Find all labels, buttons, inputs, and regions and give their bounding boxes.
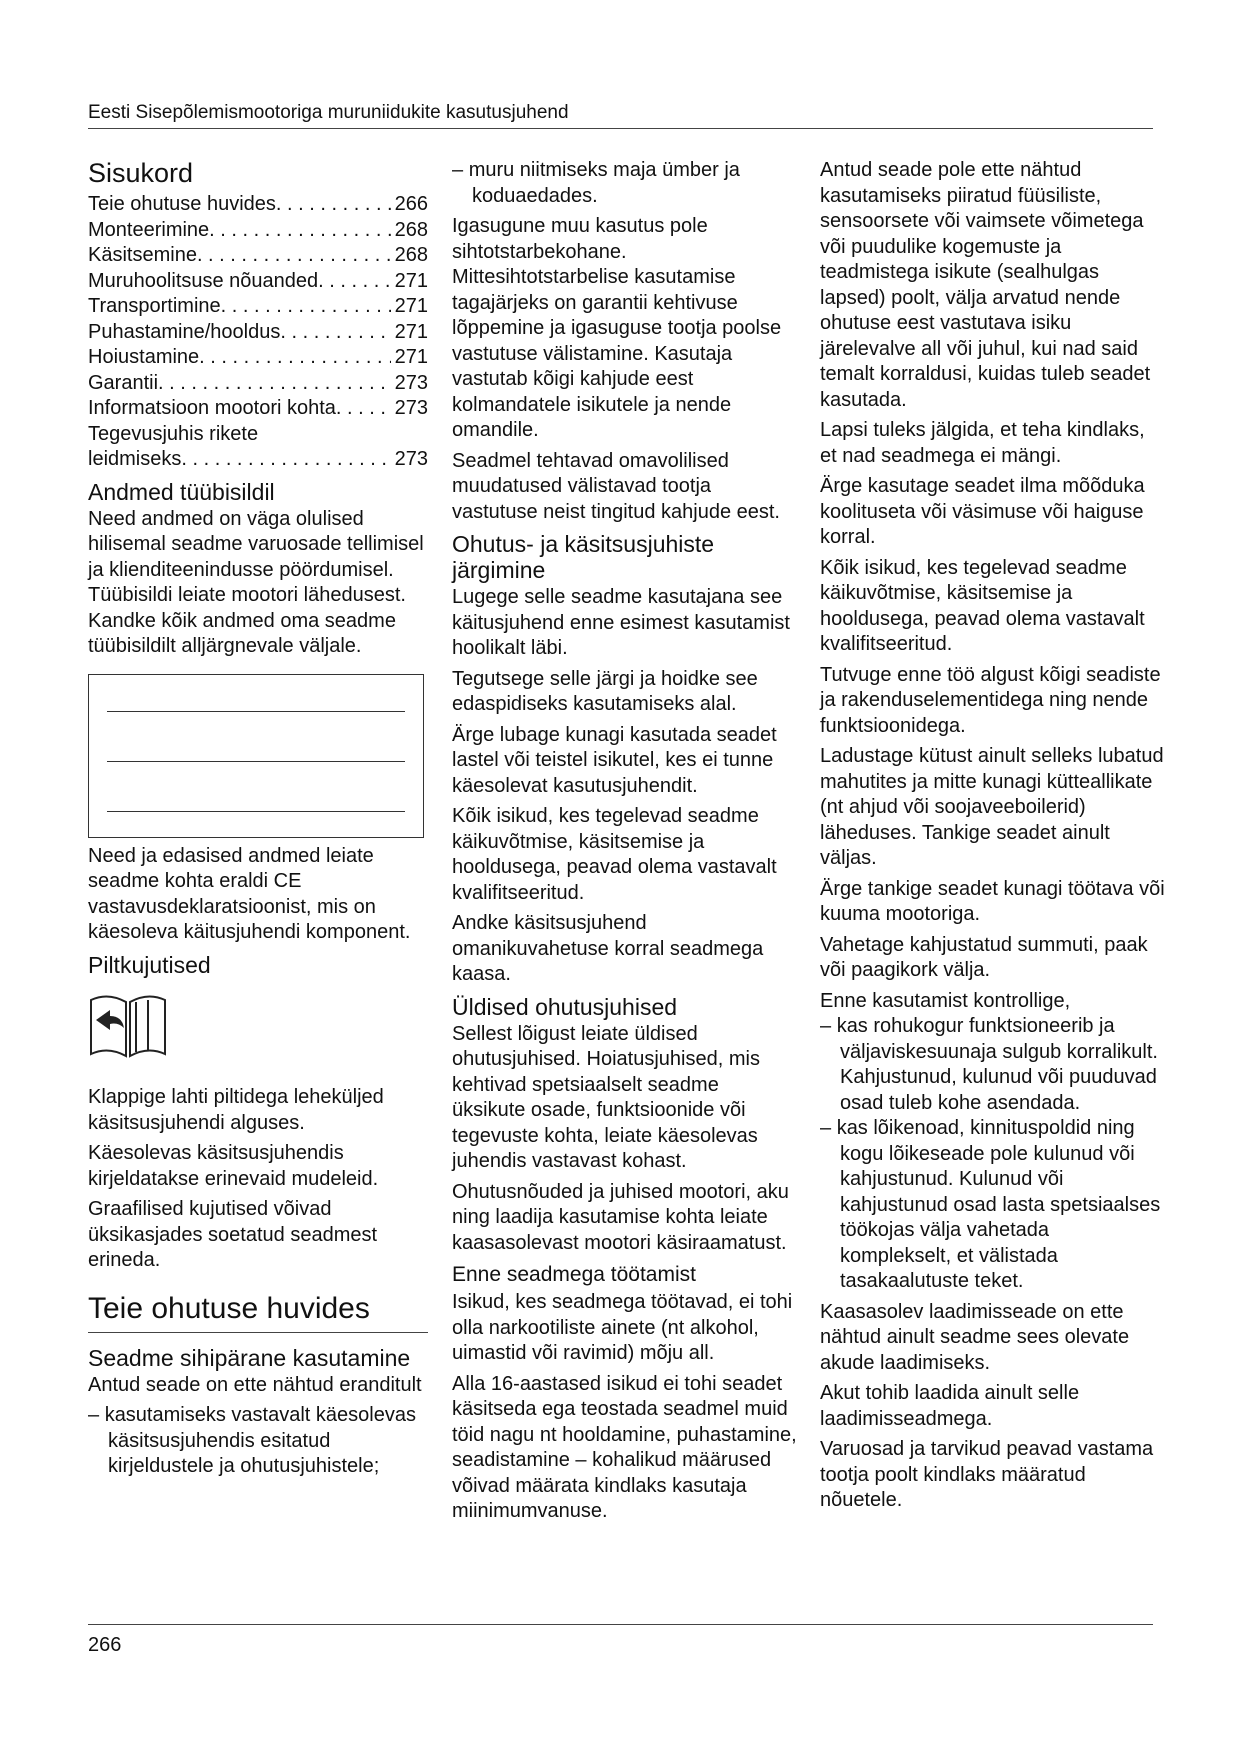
toc-item-multiline: Tegevusjuhis rikete: [88, 422, 259, 445]
paragraph: Käesolevas käsitsusjuhendis kirjeldatakse erinevaid mudeleid.: [88, 1142, 379, 1190]
paragraph: Kõik isikud, kes tegelevad seadme käikuvõtmise, käsitsemise ja hooldusega, peavad olema vastavalt kvalifitseeritud.: [820, 556, 1145, 655]
paragraph: Isikud, kes seadmega töötavad, ei tohi olla narkootiliste ainete (nt alkohol, uimastid või ravimid) mõju all.: [452, 1291, 793, 1364]
section-heading-intended-use: Seadme sihipärane kasutamine: [88, 1344, 411, 1371]
section-heading-follow-instructions: Ohutus- ja käsitsusjuhiste järgimine: [452, 531, 715, 583]
toc-item: Teie ohutuse huvides . . . 266: [88, 192, 428, 218]
paragraph: Tegutsege selle järgi ja hoidke see edaspidiseks kasutamiseks alal.: [452, 667, 758, 715]
intended-use-list: [88, 1403, 428, 1480]
paragraph: Kaasasolev laadimisseade on ette nähtud ainult seadme sees olevate akude laadimiseks.: [820, 1300, 1130, 1374]
paragraph: Need andmed on väga olulised hilisemal seadme varuosade tellimisel ja klienditeenindusse pöördumisel. Tüübisildi leiate mootori lähedusest. Kandke kõik andmed oma seadme tüübisildilt alljärgnevale väljale.: [88, 507, 424, 657]
paragraph: Ohutusnõuded ja juhised mootori, aku ning laadija kasutamise kohta leiate kaasasolevast mootori käsiraamatust.: [452, 1180, 789, 1254]
paragraph: Antud seade on ette nähtud eranditult: [88, 1373, 422, 1396]
paragraph: Ladustage kütust ainult selleks lubatud mahutites ja mitte kunagi kütteallikate (nt ahjud või soojaveeboilerid) läheduses. Tankige seadet ainult väljas.: [820, 745, 1164, 869]
toc-item: Garantii . . . 273: [88, 371, 428, 397]
paragraph: Antud seade pole ette nähtud kasutamiseks piiratud füüsiliste, sensoorsete või vaimsete võimetega või puudulike kogemuste ja teadmistega isikute (sealhulgas lapsed) poolt, välja arvatud nende ohutuse eest vastutava isiku järelevalve all või juhul, kui nad said temalt korraldusi, kuidas tuleb seadet kasutada.: [820, 159, 1151, 411]
toc-item: Muruhoolitsuse nõuanded . . . 271: [88, 269, 428, 295]
check-list: [820, 1014, 1165, 1295]
toc-item: Transportimine . . . 271: [88, 294, 428, 320]
column-1: [88, 158, 428, 1485]
toc-item: Informatsioon mootori kohta . . . 273: [88, 396, 428, 422]
toc-list: [88, 192, 428, 473]
toc-item: Puhastamine/hooldus . . . 271: [88, 320, 428, 346]
toc-item: Käsitsemine . . . 268: [88, 243, 428, 269]
plate-line: [107, 811, 405, 812]
paragraph: Enne kasutamist kontrollige,: [820, 989, 1071, 1012]
paragraph: Igasugune muu kasutus pole sihtotstarbekohane. Mittesihtotstarbelise kasutamise tagajärjeks on garantii kehtivuse lõppemine ja igasuguse tootja poolse vastutuse välistamine. Kasutaja vastutab kõigi kahjude eest kolmandatele isikutele ja nende omandile.: [452, 215, 782, 441]
list-item: – kas lõikenoad, kinnituspoldid ning kogu lõikeseade pole kulunud või kahjustunud. Kulunud või kahjustunud osad lasta spetsiaalses töökojas välja vahetada komplekselt, et välistada tasakaalutuste teket.: [820, 1116, 1165, 1295]
list-item: – kas rohukogur funktsioneerib ja väljaviskesuunaja sulgub korralikult. Kahjustunud, kulunud või puuduvad osad tuleb kohe asendada.: [820, 1014, 1165, 1116]
paragraph: Ärge kasutage seadet ilma mõõduka koolituseta või väsimuse või haiguse korral.: [820, 475, 1145, 548]
chapter-heading-safety: Teie ohutuse huvides: [88, 1292, 428, 1333]
section-heading-type-plate: Andmed tüübisildil: [88, 478, 275, 505]
open-book-arrow-icon: [88, 988, 168, 1062]
section-heading-before-work: Enne seadmega töötamist: [452, 1263, 696, 1286]
paragraph: Kõik isikud, kes tegelevad seadme käikuvõtmise, käsitsemise ja hooldusega, peavad olema vastavalt kvalifitseeritud.: [452, 805, 777, 904]
paragraph: Alla 16-aastased isikud ei tohi seadet käsitseda ega teostada seadmel muid töid nagu nt hooldamine, puhastamine, seadistamine – kohalikud määrused võivad määrata kindlaks kasutaja miinimumvanuse.: [452, 1372, 797, 1522]
column-2: [452, 158, 797, 1530]
toc-item: leidmiseks . . . 273: [88, 447, 428, 473]
intended-use-list-cont: [452, 158, 797, 209]
toc-item: Hoiustamine . . . 271: [88, 345, 428, 371]
book-icon: [88, 988, 428, 1070]
toc-heading: Sisukord: [88, 158, 194, 188]
paragraph: Graafilised kujutised võivad üksikasjades soetatud seadmest erineda.: [88, 1198, 378, 1271]
paragraph: Sellest lõigust leiate üldised ohutusjuhised. Hoiatusjuhised, mis kehtivad spetsiaalselt seadme üksikute osade, funktsioonide või tegevuste kohta, leiate käesolevas juhendis vastavast kohast.: [452, 1022, 760, 1172]
paragraph: Ärge tankige seadet kunagi töötava või kuuma mootoriga.: [820, 877, 1165, 925]
paragraph: Andke käsitsusjuhend omanikuvahetuse korral seadmega kaasa.: [452, 912, 764, 985]
footer-divider: [88, 1624, 1153, 1625]
section-heading-pictures: Piltkujutised: [88, 951, 211, 978]
page-header: Eesti Sisepõlemismootoriga muruniidukite kasutusjuhend: [88, 102, 1153, 129]
paragraph: Ärge lubage kunagi kasutada seadet lastel või teistel isikutel, kes ei tunne käesolevat kasutusjuhendit.: [452, 723, 777, 797]
paragraph: Vahetage kahjustatud summuti, paak või paagikork välja.: [820, 933, 1148, 981]
paragraph: Lugege selle seadme kasutajana see käitusjuhend enne esimest kasutamist hoolikalt läbi.: [452, 586, 790, 659]
list-item: – muru niitmiseks maja ümber ja koduaedades.: [452, 158, 797, 209]
paragraph: Tutvuge enne töö algust kõigi seadiste ja rakenduselementidega ning nende funktsioonidega.: [820, 663, 1161, 737]
paragraph: Akut tohib laadida ainult selle laadimisseadmega.: [820, 1382, 1080, 1430]
paragraph: Lapsi tuleks jälgida, et teha kindlaks, et nad seadmega ei mängi.: [820, 419, 1145, 467]
paragraph: Klappige lahti piltidega leheküljed käsitsusjuhendi alguses.: [88, 1086, 384, 1134]
paragraph: Seadmel tehtavad omavolilised muudatused välistavad tootja vastutuse neist tingitud kahjude eest.: [452, 449, 780, 523]
plate-line: [107, 711, 405, 712]
paragraph: Need ja edasised andmed leiate seadme kohta eraldi CE vastavusdeklaratsioonist, mis on käesoleva käitusjuhendi komponent.: [88, 844, 411, 943]
plate-line: [107, 761, 405, 762]
column-3: [820, 158, 1165, 1519]
section-heading-general-safety: Üldised ohutusjuhised: [452, 993, 678, 1020]
paragraph: Varuosad ja tarvikud peavad vastama tootja poolt kindlaks määratud nõuetele.: [820, 1438, 1154, 1511]
page-number: 266: [88, 1634, 122, 1656]
list-item: – kasutamiseks vastavalt käesolevas käsitsusjuhendis esitatud kirjeldustele ja ohutusjuhistele;: [88, 1403, 428, 1480]
type-plate-field: [88, 674, 424, 838]
toc-item: Monteerimine . . . 268: [88, 218, 428, 244]
